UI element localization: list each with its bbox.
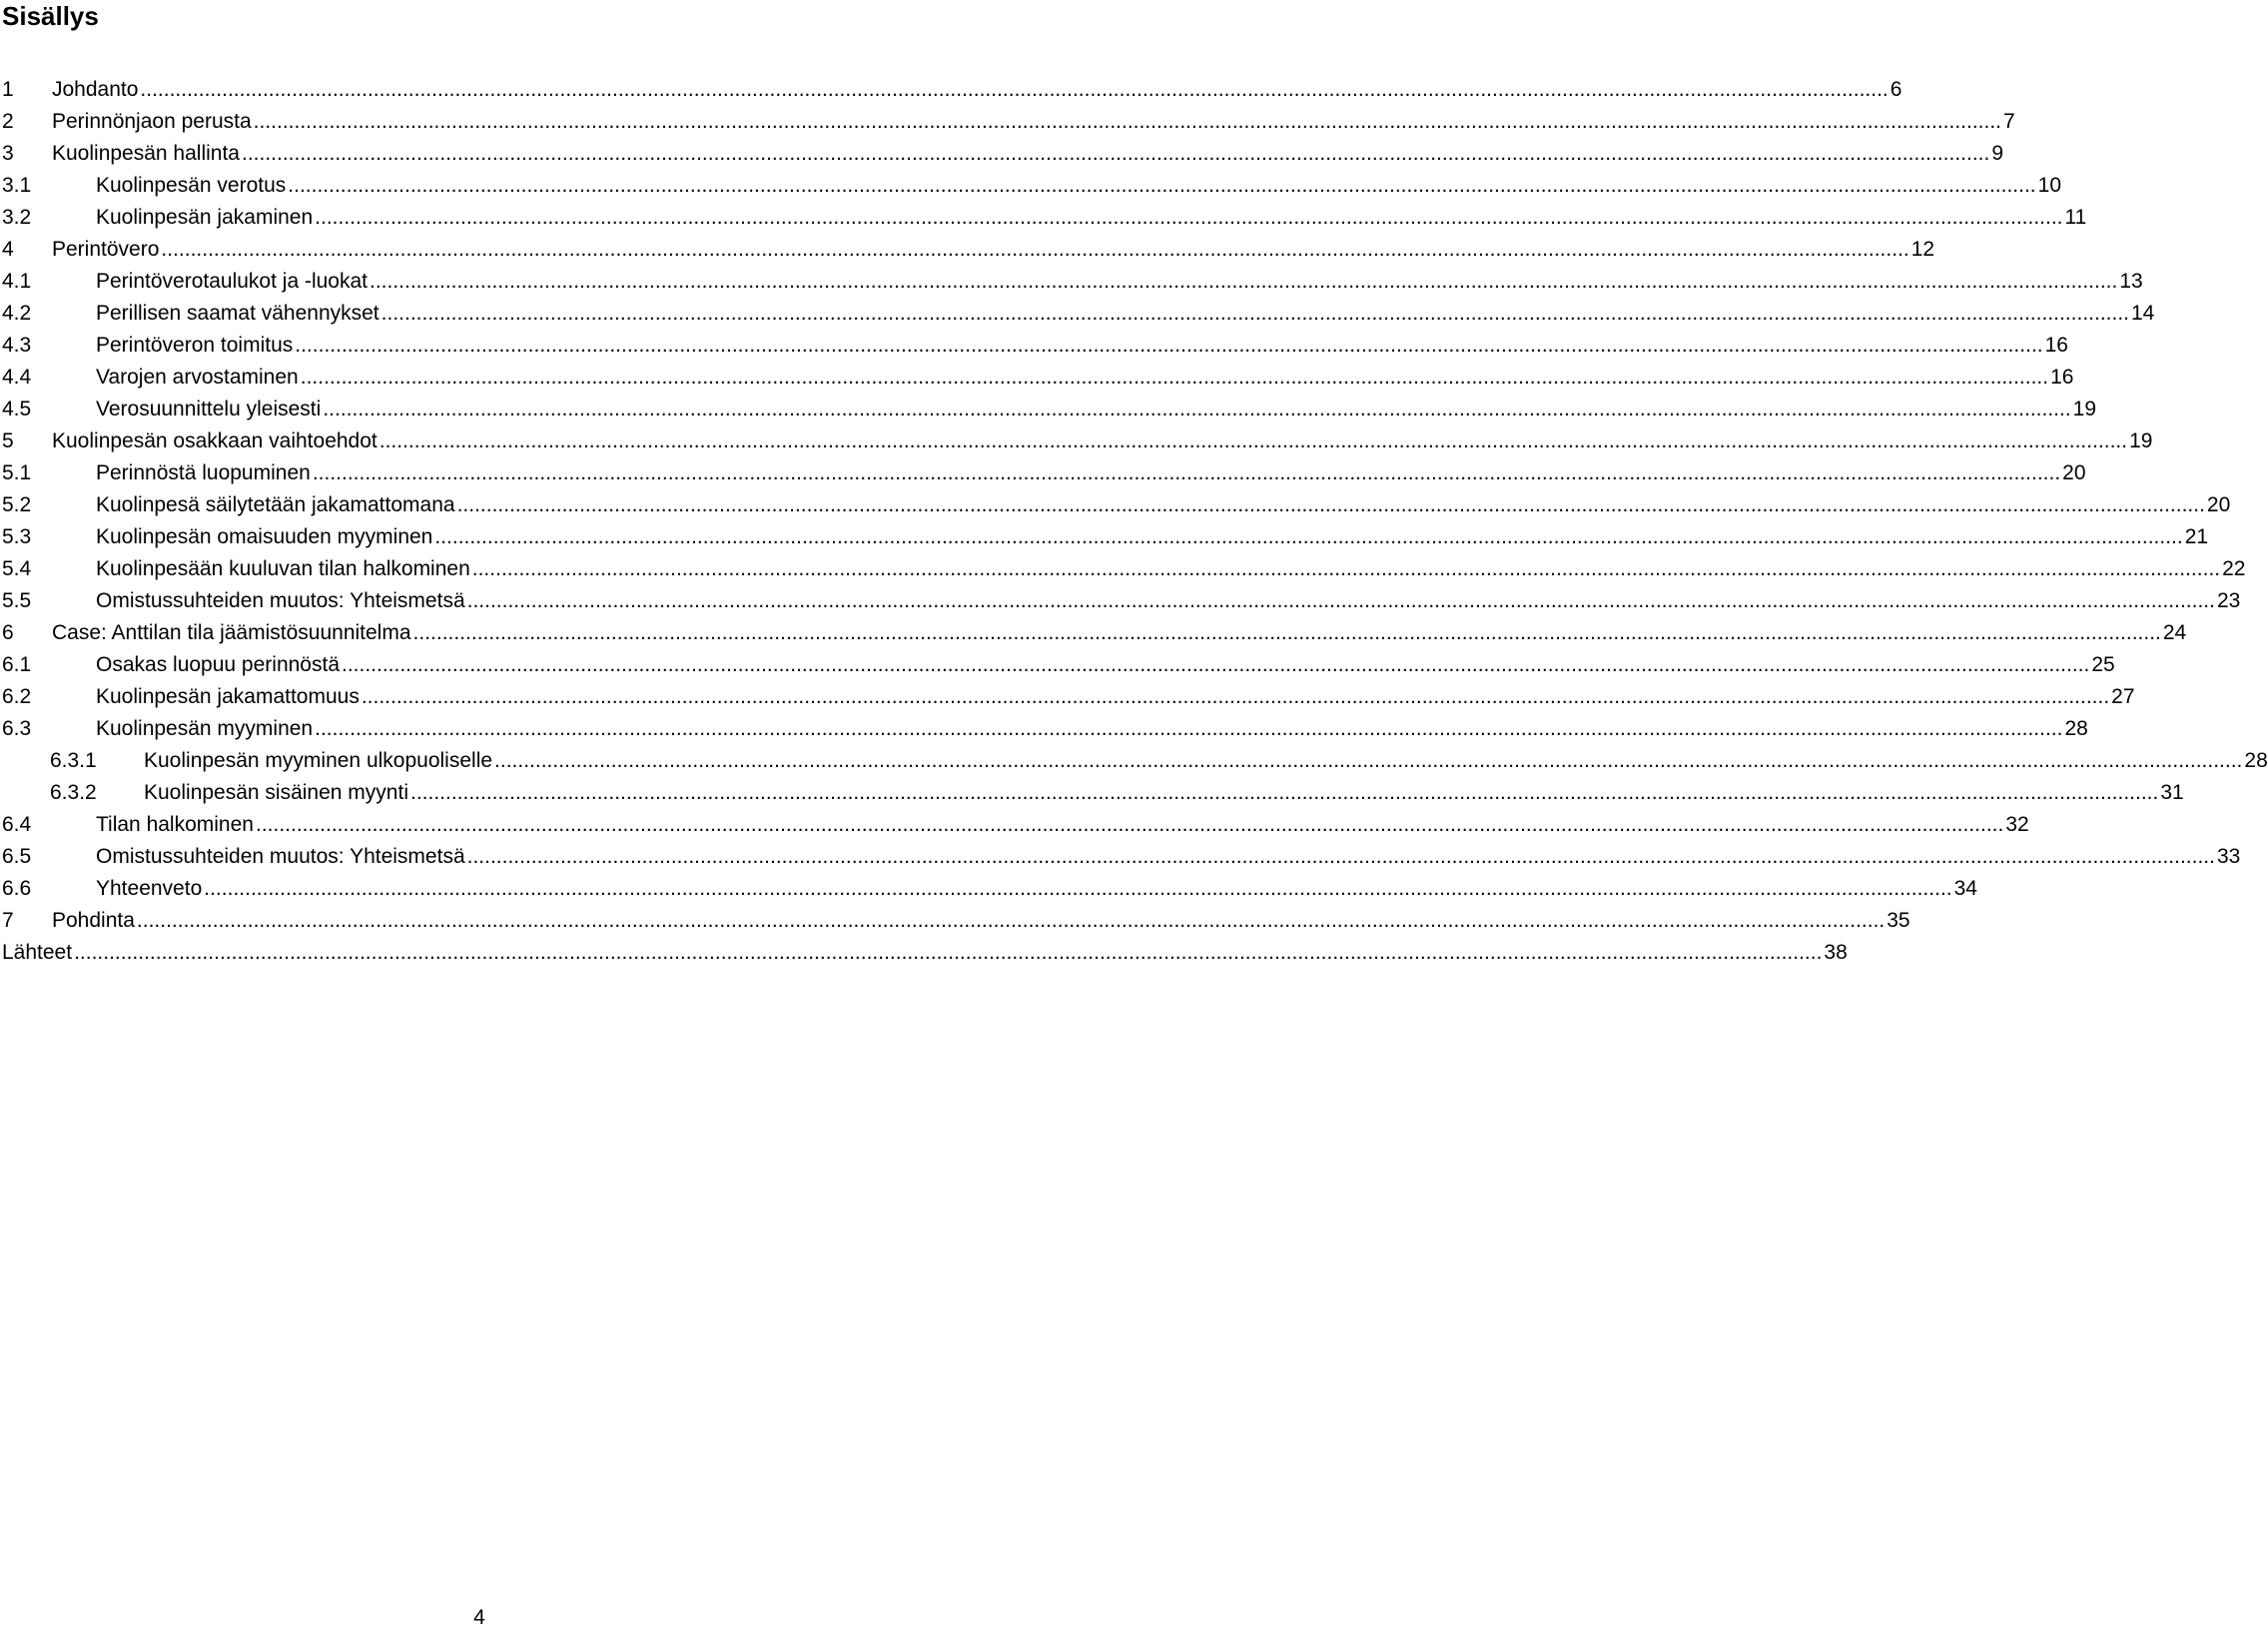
toc-entry-page: 32 — [2005, 813, 2029, 836]
toc-entry-label: Kuolinpesään kuuluvan tilan halkominen — [96, 557, 470, 580]
toc-entry[interactable] — [0, 362, 2074, 394]
toc-entry-number: 6.6 — [2, 877, 32, 900]
toc-entry-number: 6.4 — [2, 813, 32, 836]
toc-entry-page: 19 — [2129, 429, 2153, 452]
toc-entry[interactable] — [0, 649, 2115, 681]
toc-entry-page: 11 — [2064, 206, 2087, 229]
toc-entry-page: 13 — [2119, 270, 2143, 293]
toc-entry-page: 10 — [2037, 174, 2061, 197]
toc-entry-label: Kuolinpesä säilytetään jakamattomana — [96, 493, 455, 516]
toc-leader-dots: ............................................................................................................................................................................................................................................................................................................ — [74, 941, 1823, 964]
toc-entry-page: 28 — [2244, 749, 2268, 772]
toc-entry[interactable] — [0, 521, 2209, 553]
toc-leader-dots: ............................................................................................................................................................................................................................................................................................................ — [361, 685, 2110, 708]
toc-leader-dots: ............................................................................................................................................................................................................................................................................................................ — [295, 334, 2043, 357]
toc-entry[interactable] — [0, 745, 2268, 777]
toc-entry-number: 4.2 — [2, 302, 32, 325]
toc-entry-page: 20 — [2062, 461, 2086, 484]
toc-leader-dots: ............................................................................................................................................................................................................................................................................................................ — [466, 845, 2215, 868]
toc-entry[interactable] — [0, 681, 2135, 713]
toc-entry[interactable] — [0, 202, 2087, 234]
toc-entry-label: Varojen arvostaminen — [96, 366, 299, 389]
toc-entry-label: Kuolinpesän hallinta — [52, 142, 240, 165]
toc-leader-dots: ............................................................................................................................................................................................................................................................................................................ — [253, 110, 2001, 133]
toc-entry-page: 27 — [2111, 685, 2135, 708]
page-title: Sisällys — [2, 1, 99, 31]
toc-entry-page: 12 — [1910, 238, 1935, 261]
toc-entry-number: 4.5 — [2, 398, 32, 420]
toc-entry-label: Kuolinpesän myyminen ulkopuoliselle — [144, 749, 493, 772]
toc-leader-dots: ............................................................................................................................................................................................................................................................................................................ — [315, 206, 2063, 229]
toc-entry[interactable] — [0, 170, 2061, 202]
toc-leader-dots: ............................................................................................................................................................................................................................................................................................................ — [241, 142, 1990, 165]
toc-entry-number: 6.5 — [2, 845, 32, 868]
toc-entry-label: Perintövero — [52, 238, 160, 261]
toc-leader-dots: ............................................................................................................................................................................................................................................................................................................ — [466, 589, 2215, 612]
toc-leader-dots: ............................................................................................................................................................................................................................................................................................................ — [161, 238, 1909, 261]
toc-entry-number: 5.5 — [2, 589, 32, 612]
toc-entry[interactable] — [0, 585, 2241, 617]
toc-entry[interactable] — [0, 106, 2015, 138]
toc-entry-page: 16 — [2050, 366, 2074, 389]
toc-leader-dots: ............................................................................................................................................................................................................................................................................................................ — [315, 717, 2063, 740]
toc-entry-label: Perintöverotaulukot ja -luokat — [96, 270, 368, 293]
toc-entry-number: 5.4 — [2, 557, 32, 580]
toc-leader-dots: ............................................................................................................................................................................................................................................................................................................ — [380, 302, 2129, 325]
toc-entry-number: 3.2 — [2, 206, 32, 229]
toc-leader-dots: ............................................................................................................................................................................................................................................................................................................ — [456, 493, 2205, 516]
toc-leader-dots: ............................................................................................................................................................................................................................................................................................................ — [300, 366, 2049, 389]
toc-entry-page: 22 — [2222, 557, 2246, 580]
toc-entry[interactable] — [0, 553, 2246, 585]
toc-entry-label: Yhteenveto — [96, 877, 203, 900]
toc-entry-label: Perillisen saamat vähennykset — [96, 302, 379, 325]
toc-entry-page: 16 — [2044, 334, 2068, 357]
toc-entry-label: Kuolinpesän omaisuuden myyminen — [96, 525, 433, 548]
toc-entry-number: 6.1 — [2, 653, 32, 676]
toc-entry-number: 5 — [2, 429, 14, 452]
toc-entry-page: 23 — [2216, 589, 2241, 612]
toc-entry-label: Tilan halkominen — [96, 813, 254, 836]
toc-leader-dots: ............................................................................................................................................................................................................................................................................................................ — [434, 525, 2183, 548]
toc-entry-label: Omistussuhteiden muutos: Yhteismetsä — [96, 589, 465, 612]
toc-entry-label: Verosuunnittelu yleisesti — [96, 398, 322, 420]
toc-leader-dots: ............................................................................................................................................................................................................................................................................................................ — [140, 78, 1889, 101]
toc-entry-number: 2 — [2, 110, 14, 133]
toc-entry[interactable] — [0, 394, 2097, 425]
toc-leader-dots: ............................................................................................................................................................................................................................................................................................................ — [378, 429, 2128, 452]
toc-entry[interactable] — [0, 937, 1848, 969]
toc-entry-page: 24 — [2162, 621, 2187, 644]
toc-entry[interactable] — [0, 905, 1910, 937]
toc-leader-dots: ............................................................................................................................................................................................................................................................................................................ — [370, 270, 2118, 293]
toc-entry-label: Kuolinpesän jakamattomuus — [96, 685, 360, 708]
toc-entry-page: 7 — [2003, 110, 2015, 133]
toc-entry-label: Kuolinpesän sisäinen myynti — [144, 781, 408, 804]
toc-entry-label: Perintöveron toimitus — [96, 334, 294, 357]
toc-entry-page: 33 — [2216, 845, 2241, 868]
toc-entry-label: Kuolinpesän verotus — [96, 174, 287, 197]
toc-entry-number: 3 — [2, 142, 14, 165]
toc-entry-number: 1 — [2, 78, 14, 101]
toc-leader-dots: ............................................................................................................................................................................................................................................................................................................ — [204, 877, 1952, 900]
toc-entry-number: 6 — [2, 621, 14, 644]
toc-entry-label: Kuolinpesän jakaminen — [96, 206, 314, 229]
toc-entry-page: 20 — [2206, 493, 2231, 516]
toc-entry-label: Osakas luopuu perinnöstä — [96, 653, 340, 676]
toc-entry-page: 14 — [2131, 302, 2155, 325]
toc-entry[interactable] — [0, 425, 2153, 457]
toc-entry-number: 4 — [2, 238, 14, 261]
toc-entry-page: 6 — [1890, 78, 1902, 101]
table-of-contents — [0, 74, 2268, 969]
toc-entry[interactable] — [0, 617, 2187, 649]
toc-leader-dots: ............................................................................................................................................................................................................................................................................................................ — [323, 398, 2071, 420]
toc-entry-number: 6.3.1 — [50, 749, 97, 772]
toc-entry-label: Case: Anttilan tila jäämistösuunnitelma — [52, 621, 411, 644]
toc-entry-page: 34 — [1953, 877, 1977, 900]
toc-entry[interactable] — [0, 298, 2155, 330]
toc-entry[interactable] — [0, 713, 2088, 745]
toc-entry[interactable] — [0, 138, 2004, 170]
toc-entry[interactable] — [0, 841, 2241, 873]
toc-leader-dots: ............................................................................................................................................................................................................................................................................................................ — [255, 813, 2004, 836]
toc-entry[interactable] — [0, 777, 2184, 809]
toc-leader-dots: ............................................................................................................................................................................................................................................................................................................ — [494, 749, 2243, 772]
toc-entry-number: 4.1 — [2, 270, 32, 293]
toc-entry-number: 5.2 — [2, 493, 32, 516]
toc-entry-number: 4.4 — [2, 366, 32, 389]
toc-entry-page: 35 — [1887, 909, 1910, 932]
toc-entry-page: 21 — [2184, 525, 2209, 548]
toc-entry-page: 19 — [2072, 398, 2097, 420]
toc-entry[interactable] — [0, 489, 2231, 521]
toc-entry-number: 6.2 — [2, 685, 32, 708]
toc-leader-dots: ............................................................................................................................................................................................................................................................................................................ — [342, 653, 2090, 676]
toc-entry[interactable] — [0, 74, 1902, 106]
toc-entry-label: Kuolinpesän osakkaan vaihtoehdot — [52, 429, 378, 452]
toc-entry-label: Kuolinpesän myyminen — [96, 717, 314, 740]
toc-entry[interactable] — [0, 809, 2029, 841]
toc-entry-label: Omistussuhteiden muutos: Yhteismetsä — [96, 845, 465, 868]
toc-entry-page: 25 — [2091, 653, 2115, 676]
toc-entry-number: 7 — [2, 909, 14, 932]
toc-entry-label: Lähteet — [2, 941, 73, 964]
toc-leader-dots: ............................................................................................................................................................................................................................................................................................................ — [312, 461, 2061, 484]
toc-leader-dots: ............................................................................................................................................................................................................................................................................................................ — [412, 621, 2161, 644]
toc-entry-number: 6.3.2 — [50, 781, 97, 804]
toc-entry-page: 38 — [1824, 941, 1848, 964]
toc-entry[interactable] — [0, 457, 2086, 489]
toc-entry[interactable] — [0, 330, 2068, 362]
toc-entry-label: Pohdinta — [52, 909, 135, 932]
toc-entry-page: 9 — [1991, 142, 2004, 165]
page-number: 4 — [473, 1606, 485, 1629]
toc-leader-dots: ............................................................................................................................................................................................................................................................................................................ — [471, 557, 2221, 580]
toc-leader-dots: ............................................................................................................................................................................................................................................................................................................ — [136, 909, 1886, 932]
toc-entry[interactable] — [0, 873, 1977, 905]
toc-entry-page: 31 — [2160, 781, 2184, 804]
toc-entry-number: 3.1 — [2, 174, 32, 197]
toc-entry-number: 5.3 — [2, 525, 32, 548]
toc-entry-number: 6.3 — [2, 717, 32, 740]
toc-entry-label: Perinnöstä luopuminen — [96, 461, 311, 484]
toc-entry-label: Johdanto — [52, 78, 139, 101]
toc-entry-label: Perinnönjaon perusta — [52, 110, 252, 133]
toc-entry-number: 4.3 — [2, 334, 32, 357]
toc-leader-dots: ............................................................................................................................................................................................................................................................................................................ — [409, 781, 2159, 804]
toc-entry-page: 28 — [2064, 717, 2088, 740]
toc-entry[interactable] — [0, 234, 1935, 266]
toc-leader-dots: ............................................................................................................................................................................................................................................................................................................ — [288, 174, 2036, 197]
toc-entry[interactable] — [0, 266, 2143, 298]
toc-entry-number: 5.1 — [2, 461, 32, 484]
